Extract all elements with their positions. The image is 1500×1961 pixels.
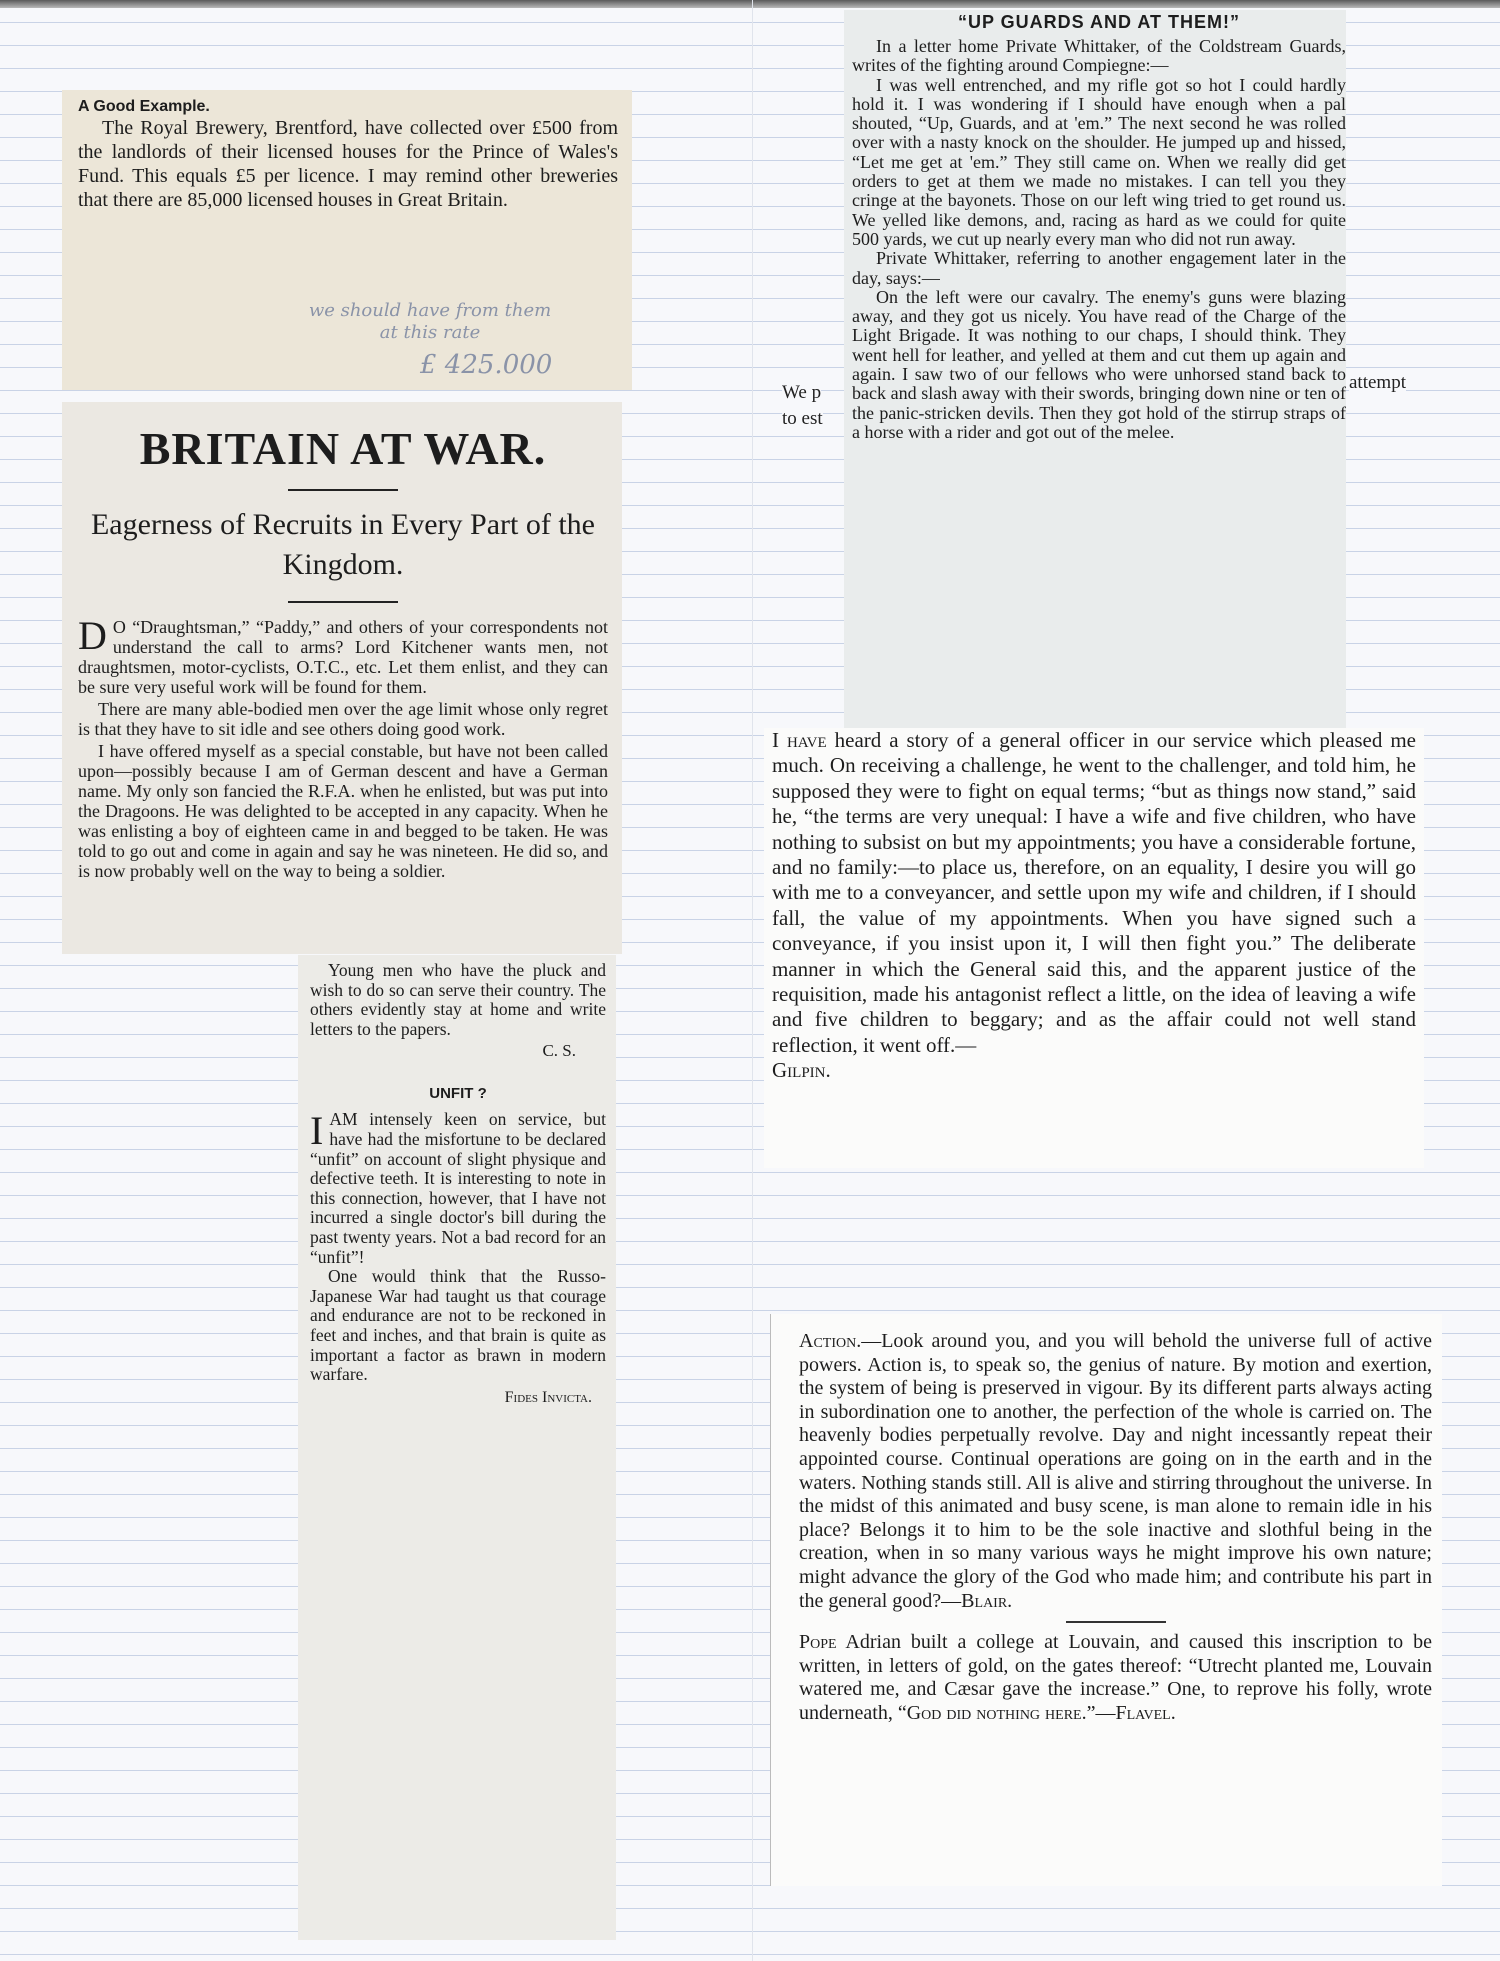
article-paragraph: Action.—Look around you, and you will behold the universe full of active powers. Action is, to speak so, the genius of nature. By motion and exertion, the system of being is preserved in vigour. By its different parts always acting in subordination one to another, the perfection of the whole is carried on. The heavenly bodies perpetually revolve. Day and night incessantly repeat their appointed course. Continual operations are going on in the earth and in the waters. Nothing stands still. All is alive and stirring throughout the universe. In the midst of this animated and busy scene, is man alone to remain idle in his place? Belongs it to him to be the sole inactive and slothful being in the creation, when in so many various ways he might improve his own nature; might advance the glory of the God who made him; and contribute his part in the general good?—Blair. <box>799 1330 1432 1612</box>
article-paragraph: I was well entrenched, and my rifle got so hot I could hardly hold it. I was wondering if I should have enough when a pal shouted, “Up, Guards, and at 'em.” The next second he was rolled over with a nasty knock on the shoulder. He jumped up and hissed, “Let me get at 'em.” They still came on. When we really did get orders to get at them we made no mistakes. I can tell you they cringe at the bayonets. Those on our left wing tried to get round us. We yelled like demons, and, racing as hard as we could for quite 500 yards, we cut up nearly every man who did not run away. <box>852 74 1346 249</box>
article-paragraph: There are many able-bodied men over the age limit whose only regret is that they have to sit idle and see others doing good work. <box>78 699 608 739</box>
article-paragraph: IAM intensely keen on service, but have had the misfortune to be declared “unfit” on account of slight physique and defective teeth. It is interesting to note in this connection, however, that I have not incurred a single doctor's bill during the past twenty years. Not a bad record for an “unfit”! <box>310 1108 606 1267</box>
article-signature: Fides Invicta. <box>504 1388 592 1406</box>
drop-cap: I <box>310 1108 324 1154</box>
clipping-body: The Royal Brewery, Brentford, have collected over £500 from the landlords of their licensed houses for the Prince of Wales's Fund. This equals £5 per licence. I may remind other breweries that there are 85,000 licensed houses in Great Britain. <box>78 117 618 211</box>
article-paragraph: I have heard a story of a general officer in our service which pleased me much. On receiving a challenge, he went to the challenger, and told him, he supposed they were to fight on equal terms; “but as things now stand,” said he, “the terms are very unequal: I have a wife and five children, who have nothing to subsist on but my appointments; you have a considerable fortune, and no family:—to place us, therefore, on an equality, I desire you will go with me to a conveyancer, and settle upon my wife and children, if I should fall, the value of my appointments. When you have signed such a conveyance, if you insist upon it, I will then fight you.” The deliberate manner in which the General said this, and the apparent justice of the requisition, made his antagonist reflect a little, on the idea of leaving a wife and five children to beggary; and as the affair could not well stand reflection, it went off.— <box>772 728 1416 1057</box>
text-fragment: to est <box>782 408 823 429</box>
text-fragment: attempt <box>1349 372 1406 393</box>
subtitle-rule <box>288 601 398 603</box>
drop-cap: D <box>78 613 107 658</box>
clipping-heading: “UP GUARDS AND AT THEM!” <box>958 12 1240 32</box>
clipping-heading: A Good Example. <box>78 98 210 115</box>
handwritten-amount: £ 425.000 <box>420 350 553 380</box>
clipping-britain-at-war <box>62 402 622 954</box>
clipping-good-example <box>62 90 632 390</box>
article-paragraph: In a letter home Private Whittaker, of the Coldstream Guards, writes of the fighting around Compiegne:— <box>852 36 1346 76</box>
article-paragraph: Private Whittaker, referring to another engagement later in the day, says:— <box>852 248 1346 288</box>
clipping-gilpin <box>764 728 1424 1168</box>
handwritten-note: we should have from them at this rate <box>308 300 552 343</box>
clipping-continuation-column <box>298 955 616 1940</box>
article-paragraph: On the left were our cavalry. The enemy's guns were blazing away, and they got us nicely. You have read of the Charge of the Light Brigade. It was nothing to our chaps, I should think. They went hell for leather, and yelled at them and cut them up again and again. I saw two of our fellows who were unhorsed stand back to back and slash away with their swords, bringing down nine or ten of the panic-stricken devils. Then they got hold of the stirrup straps of a horse with a rider and got out of the melee. <box>852 286 1346 442</box>
article-paragraph: One would think that the Russo-Japanese War had taught us that courage and endurance are not to be reckoned in feet and inches, and that brain is quite as important a factor as brawn in modern warfare. <box>310 1266 606 1385</box>
article-paragraph: I have offered myself as a special constable, but have not been called upon—possibly because I am of German descent and have a German name. My only son fancied the R.F.A. when he enlisted, but was put into the Dragoons. He was delighted to be accepted in any capacity. When he was enlisting a boy of eighteen came in and begged to be taken. He was told to go out and come in again and say he was nineteen. He did so, and is now probably well on the way to being a soldier. <box>78 741 608 881</box>
article-signature: Gilpin. <box>772 1058 831 1083</box>
article-subtitle: Eagerness of Recruits in Every Part of the Kingdom. <box>90 508 595 581</box>
clipping-action-blair <box>770 1314 1442 1886</box>
article-title: BRITAIN AT WAR. <box>139 423 547 474</box>
article-signature: C. S. <box>542 1041 576 1061</box>
section-rule <box>1066 1621 1166 1623</box>
clipping-up-guards <box>844 10 1346 730</box>
page-fold-line <box>752 0 753 1961</box>
article-paragraph: Pope Adrian built a college at Louvain, and caused this inscription to be written, in letters of gold, on the gates thereof: “Utrecht planted me, Louvain watered me, and Cæsar gave the increase.” One, to reprove his folly, wrote underneath, “God did nothing here.”—Flavel. <box>799 1631 1432 1724</box>
unfit-heading: UNFIT ? <box>429 1085 487 1103</box>
article-paragraph: Young men who have the pluck and wish to do so can serve their country. The others evidently stay at home and write letters to the papers. <box>310 960 606 1039</box>
title-rule <box>288 489 398 491</box>
scrapbook-top-edge <box>0 0 1500 8</box>
text-fragment: We p <box>782 382 822 403</box>
article-paragraph: D O “Draughtsman,” “Paddy,” and others of your correspondents not understand the call to arms? Lord Kitchener wants men, not draughtsmen, motor-cyclists, O.T.C., etc. Let them enlist, and they can be sure very useful work will be found for them. <box>78 613 608 697</box>
